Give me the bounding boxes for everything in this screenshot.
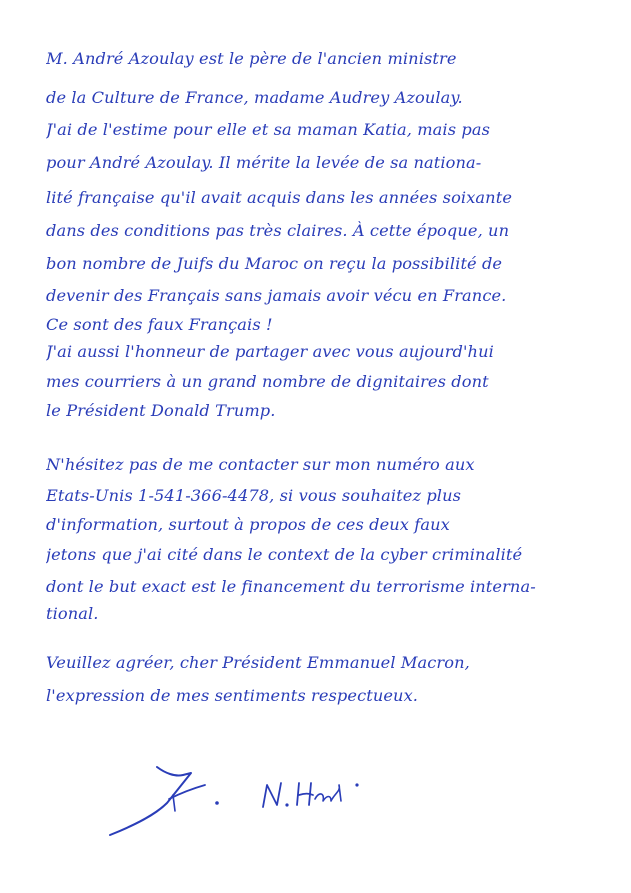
- letter-line-12: le Président Donald Trump.: [46, 401, 276, 420]
- letter-line-20: l'expression de mes sentiments respectueux.: [46, 686, 419, 705]
- letter-line-2: de la Culture de France, madame Audrey Azoulay.: [46, 88, 463, 107]
- letter-line-7: bon nombre de Juifs du Maroc on reçu la possibilité de: [46, 254, 503, 273]
- letter-line-13: N'hésitez pas de me contacter sur mon numéro aux: [46, 455, 475, 474]
- letter-line-1: M. André Azoulay est le père de l'ancien ministre: [46, 49, 457, 68]
- letter-line-14: Etats-Unis 1-541-366-4478, si vous souhaitez plus: [46, 486, 462, 505]
- signature: [95, 755, 395, 855]
- letter-line-4: pour André Azoulay. Il mérite la levée de sa nationa-: [46, 153, 482, 172]
- letter-line-19: Veuillez agréer, cher Président Emmanuel Macron,: [46, 653, 470, 672]
- letter-line-5: lité française qu'il avait acquis dans les années soixante: [46, 188, 512, 207]
- letter-line-9: Ce sont des faux Français !: [46, 315, 273, 334]
- letter-line-3: J'ai de l'estime pour elle et sa maman Katia, mais pas: [46, 120, 490, 139]
- letter-line-17: dont le but exact est le financement du terrorisme interna-: [46, 577, 536, 596]
- letter-line-18: tional.: [46, 604, 99, 623]
- letter-line-16: jetons que j'ai cité dans le context de la cyber criminalité: [46, 545, 523, 564]
- letter-line-10: J'ai aussi l'honneur de partager avec vous aujourd'hui: [46, 342, 494, 361]
- letter-line-8: devenir des Français sans jamais avoir vécu en France.: [46, 286, 507, 305]
- signature-drawing: [95, 755, 395, 855]
- letter-line-15: d'information, surtout à propos de ces deux faux: [46, 515, 450, 534]
- letter-line-11: mes courriers à un grand nombre de dignitaires dont: [46, 372, 489, 391]
- letter-line-6: dans des conditions pas très claires. À cette époque, un: [46, 221, 510, 240]
